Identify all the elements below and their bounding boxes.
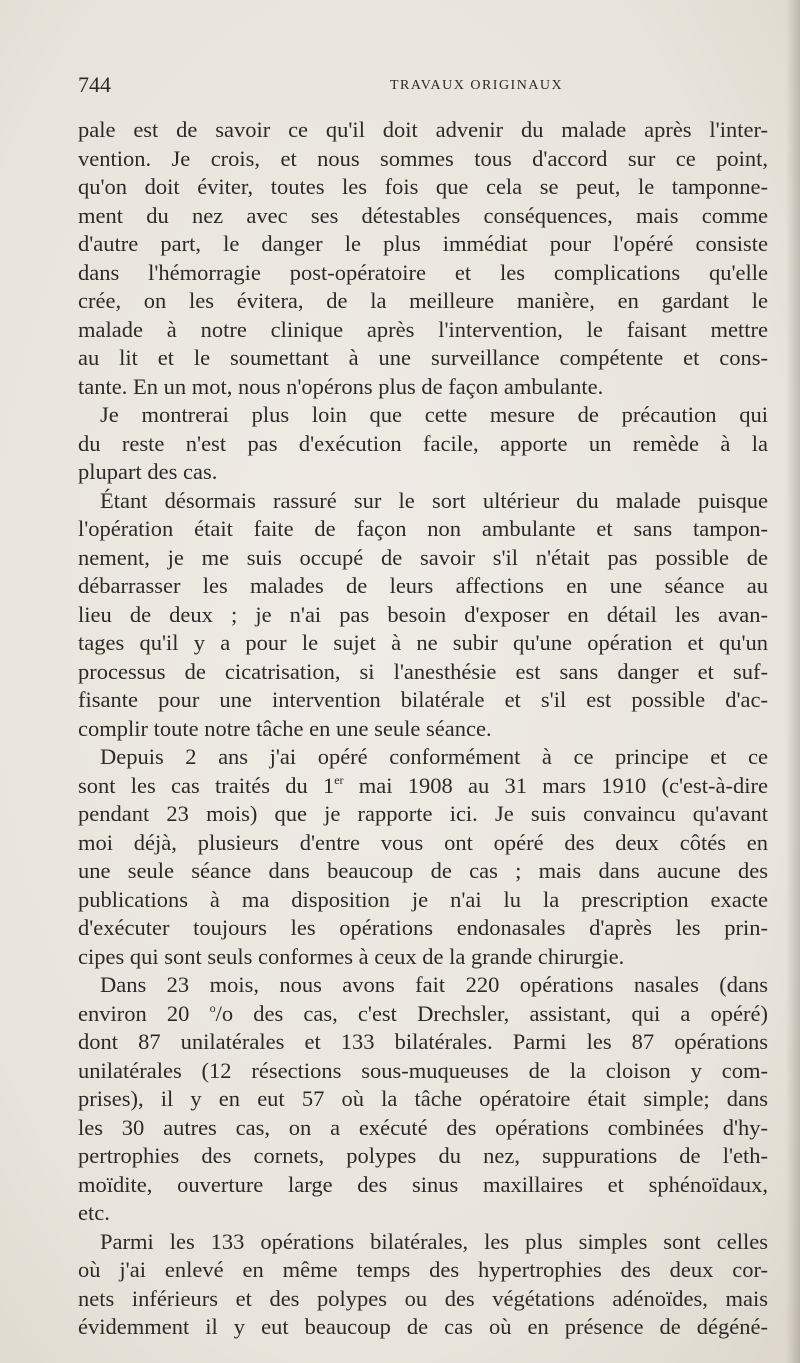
text-segment: environ 20 <box>78 1000 210 1026</box>
text-segment: /o des cas, c'est Drechsler, assistant, qui a opéré) <box>215 1000 768 1026</box>
running-head: TRAVAUX ORIGINAUX <box>390 78 564 93</box>
text-line: cipes qui sont seuls conformes à ceux de la grande chirurgie. <box>78 943 625 969</box>
text-line: évidemment il y eut beaucoup de cas où en présence de dégéné- <box>78 1314 768 1339</box>
text-line: pertrophies des cornets, polypes du nez, suppurations de l'eth- <box>78 1143 768 1168</box>
text-line: crée, on les évitera, de la meilleure manière, en gardant le <box>78 288 768 313</box>
text-line: moi déjà, plusieurs d'entre vous ont opéré des deux côtés en <box>78 829 768 855</box>
text-line: processus de cicatrisation, si l'anesthésie est sans danger et suf- <box>78 658 768 684</box>
text-line: nement, je me suis occupé de savoir s'il n'était pas possible de <box>78 544 768 570</box>
superscript: o <box>209 1000 216 1015</box>
text-line: pendant 23 mois) que je rapporte ici. Je suis convaincu qu'avant <box>78 801 768 826</box>
text-line: pale est de savoir ce qu'il doit advenir du malade après l'inter- <box>78 117 768 142</box>
text-line: plupart des cas. <box>78 459 218 484</box>
text-line: les 30 autres cas, on a exécuté des opérations combinées d'hy- <box>78 1114 768 1140</box>
text-line: qu'on doit éviter, toutes les fois que cela se peut, le tamponne- <box>78 174 768 199</box>
text-segment: sont les cas traités du 1 <box>78 772 335 798</box>
text-line: d'autre part, le danger le plus immédiat pour l'opéré consiste <box>78 231 768 256</box>
text-line: nets inférieurs et des polypes ou des végétations adénoïdes, mais <box>78 1285 768 1311</box>
text-line <box>78 1000 768 1029</box>
text-line: lieu de deux ; je n'ai pas besoin d'exposer en détail les avan- <box>78 601 768 627</box>
text-line: moïdite, ouverture large des sinus maxillaires et sphénoïdaux, <box>78 1171 768 1197</box>
text-line: Parmi les 133 opérations bilatérales, les plus simples sont celles <box>100 1228 768 1254</box>
text-line: prises), il y en eut 57 où la tâche opératoire était simple; dans <box>78 1086 768 1111</box>
text-line: unilatérales (12 résections sous-muqueuses de la cloison y com- <box>78 1057 768 1083</box>
body-text <box>78 116 768 1342</box>
text-line: fisante pour une intervention bilatérale et s'il est possible d'ac- <box>78 687 768 712</box>
page-number: 744 <box>78 72 111 97</box>
text-segment: mai 1908 au 31 mars 1910 (c'est-à-dire <box>343 772 768 798</box>
text-line: tante. En un mot, nous n'opérons plus de façon ambulante. <box>78 373 604 399</box>
text-line: complir toute notre tâche en une seule séance. <box>78 715 492 741</box>
text-line: tages qu'il y a pour le sujet à ne subir qu'une opération et qu'un <box>78 630 768 655</box>
text-line: l'opération était faite de façon non ambulante et sans tampon- <box>78 516 768 541</box>
text-line: une seule séance dans beaucoup de cas ; mais dans aucune des <box>78 858 768 883</box>
text-line: malade à notre clinique après l'intervention, le faisant mettre <box>78 316 768 342</box>
text-line: dont 87 unilatérales et 133 bilatérales. Parmi les 87 opérations <box>78 1029 768 1054</box>
text-line: où j'ai enlevé en même temps des hypertrophies des deux cor- <box>78 1257 768 1282</box>
text-line: ment du nez avec ses détestables conséquences, mais comme <box>78 202 768 228</box>
text-line: publications à ma disposition je n'ai lu la prescription exacte <box>78 886 768 912</box>
text-line: Depuis 2 ans j'ai opéré conformément à ce principe et ce <box>100 744 768 769</box>
text-line: du reste n'est pas d'exécution facile, apporte un remède à la <box>78 430 768 456</box>
text-line: débarrasser les malades de leurs affections en une séance au <box>78 573 768 598</box>
text-line: Je montrerai plus loin que cette mesure de précaution qui <box>100 402 768 427</box>
text-line <box>78 772 768 801</box>
text-line: dans l'hémorragie post-opératoire et les complications qu'elle <box>78 259 768 285</box>
superscript: er <box>334 772 344 787</box>
page-header <box>78 72 768 102</box>
text-line: etc. <box>78 1200 110 1225</box>
text-line: Étant désormais rassuré sur le sort ultérieur du malade puisque <box>100 487 768 513</box>
text-line: vention. Je crois, et nous sommes tous d'accord sur ce point, <box>78 145 768 171</box>
text-line: d'exécuter toujours les opérations endonasales d'après les prin- <box>78 915 768 940</box>
text-line: au lit et le soumettant à une surveillance compétente et cons- <box>78 345 768 370</box>
text-line: Dans 23 mois, nous avons fait 220 opérations nasales (dans <box>100 972 768 997</box>
